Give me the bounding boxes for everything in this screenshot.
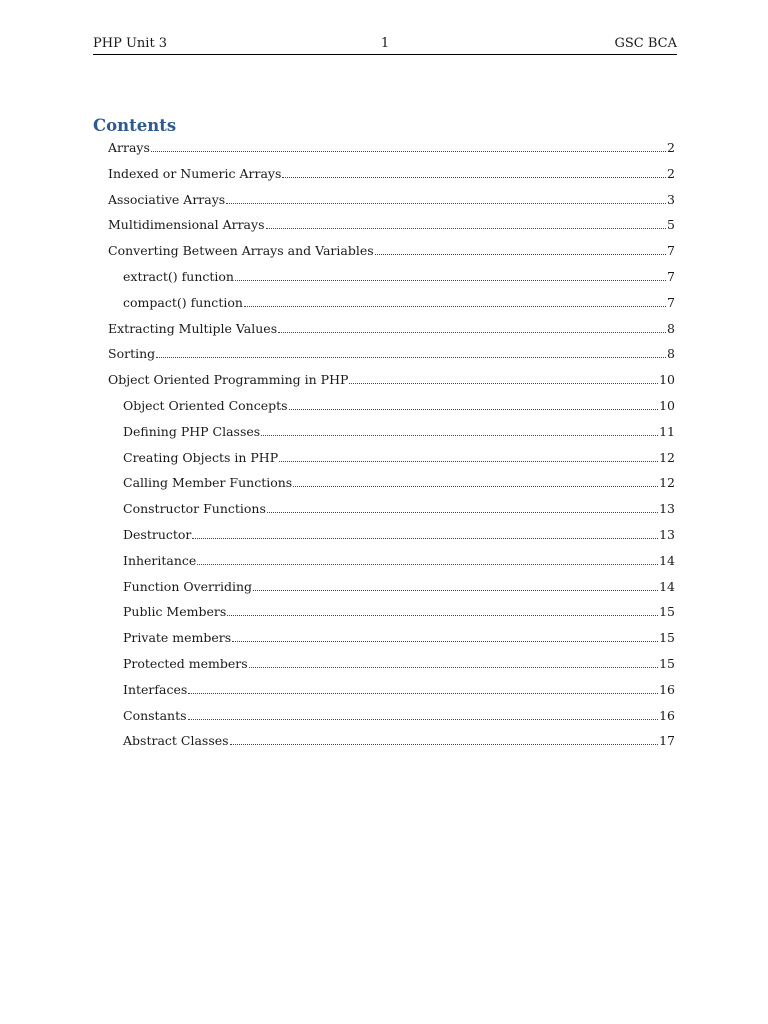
toc-entry[interactable] [0,240,768,262]
toc-entry-page-number: 17 [659,733,675,749]
toc-entry-page-number: 7 [667,243,675,259]
toc-entry-label: Inheritance [123,552,197,568]
toc-entry[interactable] [0,137,768,159]
toc-entry[interactable] [0,447,768,469]
toc-entry-label: Object Oriented Programming in PHP [108,372,349,388]
toc-entry-page-number: 8 [667,346,675,362]
toc-dot-leader [226,203,666,204]
toc-entry-page-number: 12 [659,475,675,491]
toc-entry-line[interactable] [123,292,675,314]
toc-entry-line[interactable] [123,524,675,546]
toc-dot-leader [253,590,658,591]
toc-entry[interactable] [0,653,768,675]
toc-entry-page-number: 14 [659,578,675,594]
toc-entry-label: Multidimensional Arrays [108,217,265,233]
toc-entry-label: Interfaces [123,681,188,697]
toc-entry-page-number: 7 [667,269,675,284]
toc-dot-leader [232,641,658,642]
toc-entry-page-number: 15 [659,630,675,646]
toc-dot-leader [349,383,658,384]
toc-entry-label: Arrays [108,140,150,155]
toc-entry[interactable] [0,395,768,417]
toc-entry-page-number: 10 [659,372,675,388]
toc-title: Contents [93,116,177,135]
toc-entry-line[interactable] [123,653,675,675]
toc-dot-leader [293,486,658,487]
toc-entry-label: Constants [123,707,187,723]
toc-entry-page-number: 7 [667,294,675,310]
toc-dot-leader [192,538,658,539]
toc-entry-label: Function Overriding [123,578,253,594]
toc-entry-label: compact() function [123,294,243,310]
toc-dot-leader [230,744,659,745]
toc-entry[interactable] [0,214,768,236]
toc-dot-leader [188,719,659,720]
toc-entry-line[interactable] [108,318,675,340]
toc-entry-label: extract() function [123,269,234,284]
toc-dot-leader [267,512,658,513]
toc-dot-leader [261,435,658,436]
toc-entry-line[interactable] [123,266,675,288]
toc-entry-page-number: 14 [659,552,675,568]
toc-entry-line[interactable] [108,369,675,391]
toc-dot-leader [188,693,658,694]
toc-entry-page-number: 15 [659,604,675,620]
toc-entry[interactable] [0,627,768,649]
toc-entry[interactable] [0,189,768,211]
toc-dot-leader [279,461,658,462]
toc-entry-page-number: 10 [659,398,675,413]
toc-entry-page-number: 16 [659,681,675,697]
toc-entry-label: Associative Arrays [108,191,226,207]
toc-entry-line[interactable] [123,679,675,701]
toc-entry-line[interactable] [123,730,675,752]
toc-entry-label: Creating Objects in PHP [123,449,279,465]
toc-entry-label: Abstract Classes [123,733,229,749]
toc-dot-leader [289,409,659,410]
toc-entry-label: Defining PHP Classes [123,423,261,439]
toc-entry-line[interactable] [123,705,675,727]
toc-entry-label: Private members [123,630,232,646]
toc-dot-leader [375,254,666,255]
toc-dot-leader [227,615,658,616]
toc-entry-page-number: 11 [659,423,675,439]
toc-entry-label: Constructor Functions [123,501,266,517]
toc-entry-page-number: 15 [659,656,675,671]
toc-entry-page-number: 13 [659,501,675,517]
toc-entry-page-number: 2 [667,165,675,181]
toc-entry[interactable] [0,524,768,546]
toc-entry[interactable] [0,498,768,520]
toc-entry-page-number: 5 [667,217,675,233]
toc-entry[interactable] [0,576,768,598]
toc-entry-line[interactable] [108,240,675,262]
toc-dot-leader [197,564,658,565]
toc-entry-page-number: 16 [659,707,675,723]
toc-entry-page-number: 8 [667,320,675,336]
toc-entry-line[interactable] [123,550,675,572]
toc-entry-line[interactable] [108,163,675,185]
toc-entry-line[interactable] [108,189,675,211]
toc-entry-label: Protected members [123,656,248,671]
toc-dot-leader [278,332,666,333]
toc-entry[interactable] [0,421,768,443]
toc-entry-label: Converting Between Arrays and Variables [108,243,374,259]
toc-entry[interactable] [0,163,768,185]
page-header [93,35,677,55]
toc-entry-line[interactable] [108,137,675,159]
toc-entry-page-number: 13 [659,527,675,542]
toc-entry-line[interactable] [123,627,675,649]
toc-entry-page-number: 3 [667,191,675,207]
toc-entry[interactable] [0,292,768,314]
toc-dot-leader [244,306,666,307]
header-course-title: PHP Unit 3 [93,36,168,51]
toc-entry-line[interactable] [123,395,675,417]
toc-entry-page-number: 2 [667,140,675,155]
toc-dot-leader [266,228,667,229]
toc-entry-line[interactable] [123,601,675,623]
toc-entry-line[interactable] [108,214,675,236]
toc-dot-leader [282,177,666,178]
toc-entry-page-number: 12 [659,449,675,465]
toc-dot-leader [249,667,658,668]
header-institution: GSC BCA [614,36,677,51]
toc-entry-line[interactable] [123,421,675,443]
toc-entry[interactable] [0,705,768,727]
toc-entry-line[interactable] [123,472,675,494]
toc-entry[interactable] [0,343,768,365]
toc-entry-label: Sorting [108,346,156,362]
toc-dot-leader [151,151,666,152]
toc-entry-line[interactable] [123,498,675,520]
toc-entry-line[interactable] [123,576,675,598]
toc-entry[interactable] [0,266,768,288]
toc-entry[interactable] [0,318,768,340]
toc-entry[interactable] [0,601,768,623]
toc-entry[interactable] [0,730,768,752]
toc-entry-label: Object Oriented Concepts [123,398,288,413]
header-page-number: 1 [380,36,390,51]
toc-entry-label: Indexed or Numeric Arrays [108,165,282,181]
toc-entry-line[interactable] [123,447,675,469]
toc-dot-leader [156,357,666,358]
toc-entry-label: Destructor [123,527,192,542]
toc-dot-leader [235,280,666,281]
toc-entry-label: Public Members [123,604,227,620]
toc-entry-label: Extracting Multiple Values [108,320,278,336]
toc-entry[interactable] [0,550,768,572]
toc-entry-label: Calling Member Functions [123,475,293,491]
toc-entry[interactable] [0,472,768,494]
toc-entry-line[interactable] [108,343,675,365]
toc-entry[interactable] [0,369,768,391]
toc-entry[interactable] [0,679,768,701]
